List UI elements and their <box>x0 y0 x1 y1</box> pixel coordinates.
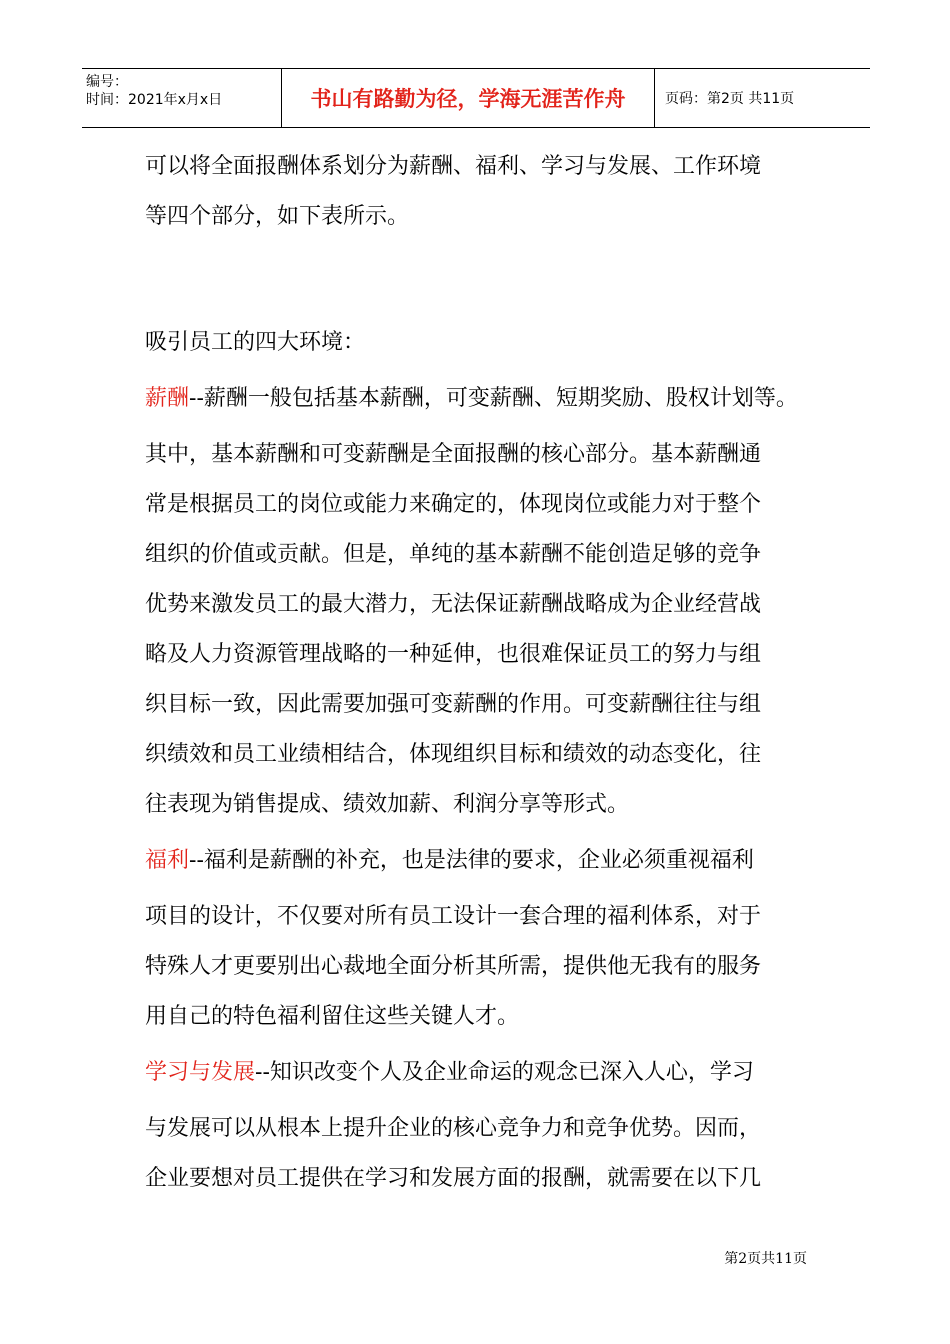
paragraph-line: 等四个部分，如下表所示。 <box>145 204 410 229</box>
learning-first-line <box>145 1048 825 1098</box>
header-motto: 书山有路勤为径，学海无涯苦作舟 <box>282 69 655 127</box>
header-page-code: 页码：第2页 共11页 <box>665 91 795 107</box>
paragraph-line: 略及人力资源管理战略的一种延伸，也很难保证员工的努力与组 <box>145 642 762 667</box>
salary-term: 薪酬 <box>145 386 190 411</box>
paragraph-line: 常是根据员工的岗位或能力来确定的，体现岗位或能力对于整个 <box>145 492 762 517</box>
paragraph-line: 往表现为销售提成、绩效加薪、利润分享等形式。 <box>145 792 630 817</box>
salary-first-line-text: --薪酬一般包括基本薪酬，可变薪酬、短期奖励、股权计划等。 <box>189 386 798 411</box>
paragraph-line: 优势来激发员工的最大潜力，无法保证薪酬战略成为企业经营战 <box>145 592 762 617</box>
paragraph-line: 组织的价值或贡献。但是，单纯的基本薪酬不能创造足够的竞争 <box>145 542 762 567</box>
welfare-term: 福利 <box>145 848 190 873</box>
paragraph-line: 织目标一致，因此需要加强可变薪酬的作用。可变薪酬往往与组 <box>145 692 762 717</box>
paragraph-line: 织绩效和员工业绩相结合，体现组织目标和绩效的动态变化，往 <box>145 742 762 767</box>
paragraph-line: 用自己的特色福利留住这些关键人才。 <box>145 1004 520 1029</box>
document-number-label: 编号： <box>86 74 128 90</box>
page-footer: 第2页共11页 <box>724 1251 807 1267</box>
paragraph-line: 特殊人才更要别出心裁地全面分析其所需，提供他无我有的服务 <box>145 954 762 979</box>
welfare-first-line <box>145 836 825 886</box>
page-header <box>82 68 870 128</box>
paragraph-line: 与发展可以从根本上提升企业的核心竞争力和竞争优势。因而， <box>145 1116 762 1141</box>
salary-first-line <box>145 374 825 424</box>
header-meta <box>82 69 282 127</box>
section-heading: 吸引员工的四大环境： <box>145 330 366 355</box>
learning-first-line-text: --知识改变个人及企业命运的观念已深入人心，学习 <box>255 1060 754 1085</box>
document-body <box>145 142 825 1204</box>
paragraph-line: 企业要想对员工提供在学习和发展方面的报酬，就需要在以下几 <box>145 1166 762 1191</box>
document-time-label: 时间：2021年x月x日 <box>86 92 223 108</box>
welfare-first-line-text: --福利是薪酬的补充，也是法律的要求，企业必须重视福利 <box>189 848 754 873</box>
paragraph-line: 项目的设计，不仅要对所有员工设计一套合理的福利体系，对于 <box>145 904 762 929</box>
learning-term: 学习与发展 <box>145 1060 256 1085</box>
paragraph-line: 其中，基本薪酬和可变薪酬是全面报酬的核心部分。基本薪酬通 <box>145 442 762 467</box>
paragraph-line: 可以将全面报酬体系划分为薪酬、福利、学习与发展、工作环境 <box>145 154 762 179</box>
